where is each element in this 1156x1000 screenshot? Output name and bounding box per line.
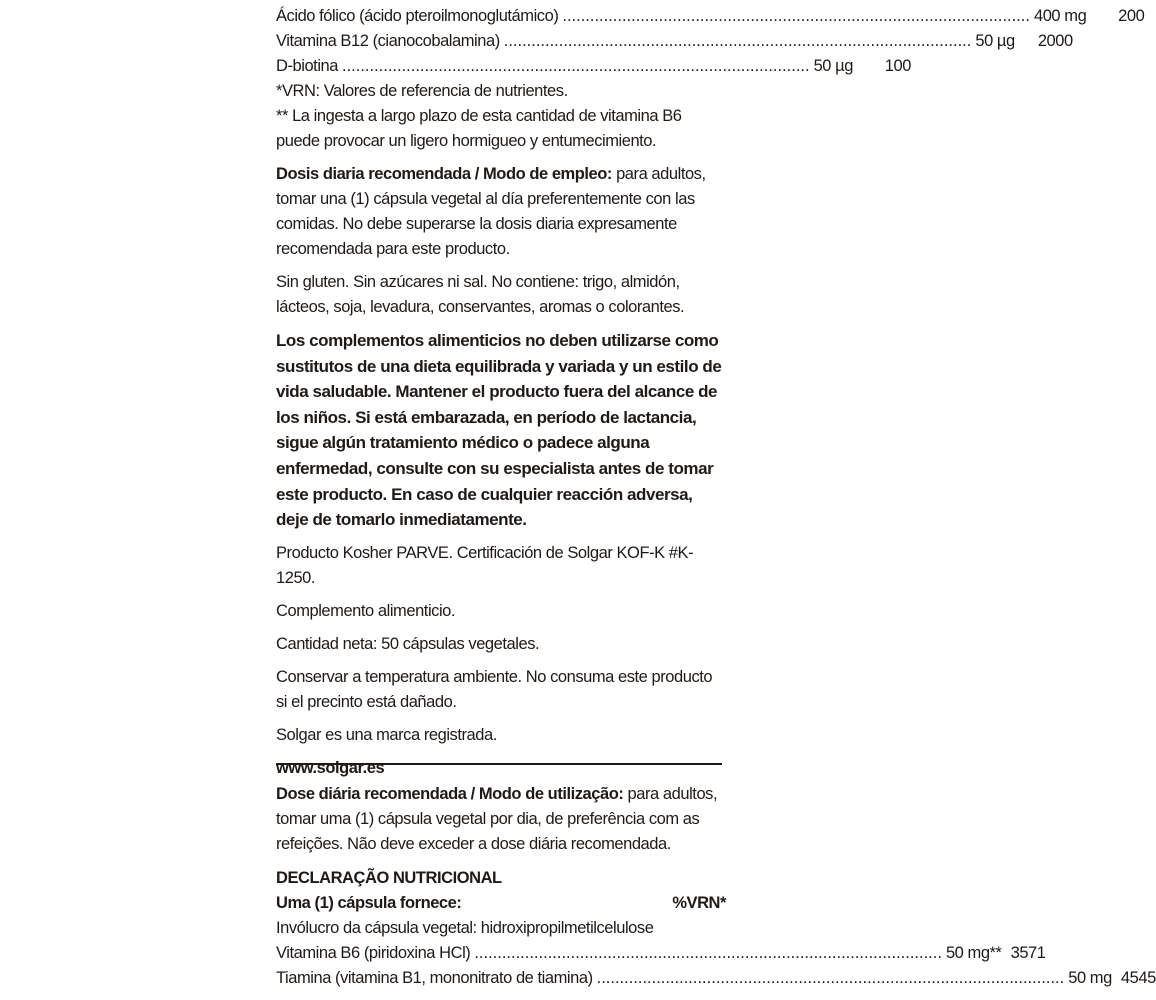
footnote-b6: ** La ingesta a largo plazo de esta cantidad de vitamina B6 puede provocar un ligero hormigueo y entumecimiento. <box>276 107 682 150</box>
spanish-label-section <box>276 0 1145 781</box>
nutrient-name: D-biotina <box>276 57 338 75</box>
nutrient-table-es <box>276 4 1145 79</box>
nutrient-name: Ácido fólico (ácido pteroilmonoglutámico) <box>276 7 559 25</box>
nutrient-name: Vitamina B6 (piridoxina HCl) <box>276 944 471 962</box>
nutrient-vrn: 100 <box>884 57 911 75</box>
leader-dots: ...................................................................................................... <box>596 969 1065 987</box>
nutrient-name: Vitamina B12 (cianocobalamina) <box>276 32 500 50</box>
leader-dots: ...................................................................................................... <box>341 57 810 75</box>
nutrient-vrn: 4545 <box>1120 969 1156 987</box>
leader-dots: ...................................................................................................... <box>474 944 942 962</box>
nutrient-row-b6 <box>276 941 1046 966</box>
trademark-notice: Solgar es una marca registrada. <box>276 725 497 744</box>
nutrient-amount: 50 mg <box>1068 969 1112 987</box>
kosher-statement: Producto Kosher PARVE. Certificación de Solgar KOF-K #K-1250. <box>276 543 694 587</box>
nutrition-table-header <box>276 891 726 916</box>
dose-paragraph-pt <box>276 782 726 857</box>
section-divider <box>276 763 722 765</box>
capsule-shell-info: Invólucro da cápsula vegetal: hidroxipropilmetilcelulose <box>276 919 654 937</box>
leader-dots: ...................................................................................................... <box>562 7 1030 25</box>
footnote-vrn: *VRN: Valores de referencia de nutrientes. <box>276 82 568 100</box>
net-quantity: Cantidad neta: 50 cápsulas vegetales. <box>276 634 540 653</box>
nutrient-row-b1 <box>276 966 1156 991</box>
dose-label: Dose diária recomendada / Modo de utilização: <box>276 785 624 803</box>
product-category: Complemento alimenticio. <box>276 601 456 620</box>
storage-instructions: Conservar a temperatura ambiente. No consuma este producto si el precinto está dañado. <box>276 667 713 711</box>
leader-dots: ...................................................................................................... <box>503 32 972 50</box>
vrn-header: %VRN* <box>672 894 726 912</box>
nutrition-declaration-title: DECLARAÇÃO NUTRICIONAL <box>276 869 502 887</box>
website-link[interactable]: www.solgar.es <box>276 758 385 777</box>
free-from-statement: Sin gluten. Sin azúcares ni sal. No contiene: trigo, almidón, lácteos, soja, levadura, conservantes, aromas o colorantes. <box>276 273 685 316</box>
portuguese-label-section <box>276 782 1156 991</box>
dose-paragraph-es <box>276 162 726 262</box>
nutrient-name: Tiamina (vitamina B1, mononitrato de tiamina) <box>276 969 593 987</box>
nutrient-vrn: 200 <box>1118 7 1145 25</box>
serving-label: Uma (1) cápsula fornece: <box>276 894 462 912</box>
dose-text: para adultos, tomar uma (1) cápsula vegetal por dia, de preferência com as refeições. Não deve exceder a dose diária recomendada. <box>276 785 718 853</box>
warning-paragraph: Los complementos alimenticios no deben utilizarse como sustitutos de una dieta equilibrada y variada y un estilo de vida saludable. Mantener el producto fuera del alcance de los niños. Si está embarazada, en período de lactancia, sigue algún tratamiento médico o padece alguna enfermedad, consulte con su especialista antes de tomar este producto. En caso de cualquier reacción adversa, deje de tomarlo inmediatamente. <box>276 331 722 530</box>
dose-label: Dosis diaria recomendada / Modo de empleo: <box>276 165 612 183</box>
nutrient-vrn: 2000 <box>1037 32 1073 50</box>
nutrient-vrn: 3571 <box>1010 944 1046 962</box>
nutrient-amount: 50 mg** <box>945 944 1002 962</box>
dose-text: para adultos, tomar una (1) cápsula vegetal al día preferentemente con las comidas. No debe superarse la dosis diaria expresamente recomendada para este producto. <box>276 165 706 258</box>
nutrient-amount: 50 µg <box>813 57 853 75</box>
nutrient-amount: 50 µg <box>975 32 1015 50</box>
nutrient-amount: 400 mg <box>1033 7 1087 25</box>
nutrient-row-b12 <box>276 29 1073 54</box>
nutrient-row-biotin <box>276 54 911 79</box>
nutrient-row-folic-acid <box>276 4 1145 29</box>
